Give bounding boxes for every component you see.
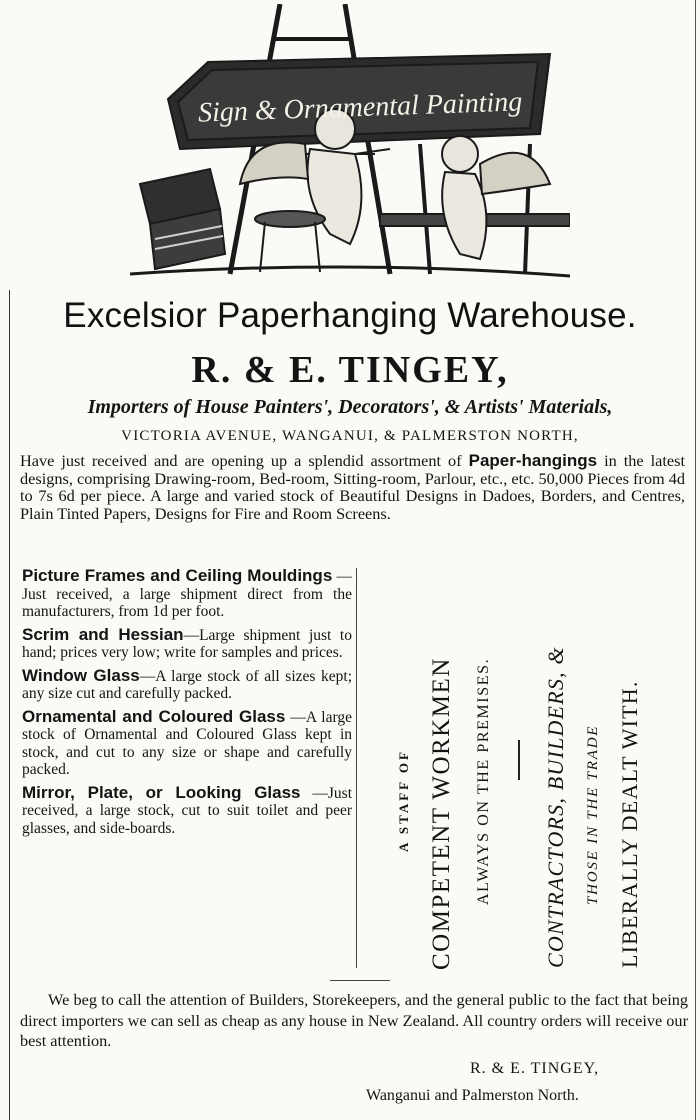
address-line: VICTORIA AVENUE, WANGANUI, & PALMERSTON NORTH, [121,428,579,444]
list-item [22,567,352,621]
importers-line: Importers of House Painters', Decorators', & Artists' Materials, [87,396,613,418]
intro-part-1: Have just received and are opening up a splendid assortment of [20,451,469,470]
closing-paragraph: We beg to call the attention of Builders, Storekeepers, and the general public to the fact that being direct importers we can sell as cheap as any house in New Zealand. All country orders will receive our best attention. [20,990,688,1050]
item-heading: Picture Frames and Ceiling Mouldings [22,566,333,585]
item-text: —Just received, a large stock, cut to suit toilet and peer glasses, and side-boards. [22,784,352,837]
item-text: — Just received, a large shipment direct from the manufacturers, from 1d per foot. [22,568,353,620]
list-item [22,784,352,838]
product-list [22,567,352,842]
right-border-rule [695,0,696,1120]
vertical-trade: THOSE IN THE TRADE [585,724,601,905]
vertical-premises: ALWAYS ON THE PREMISES. [475,657,492,905]
list-item [22,708,352,779]
item-text: —A large stock of all sizes kept; any size cut and carefully packed. [22,667,352,702]
intro-part-2: in the latest designs, comprising Drawing-room, Bed-room, Sitting-room, Parlour, etc., etc. 50,000 Pieces from 4d to 7s 6d per piece. A large and varied stock of Beautiful Designs in Dadoes, Borders, and Centres, Plain Tinted Papers, Designs for Fire and Room Screens. [20,451,686,523]
item-heading: Window Glass [22,665,140,685]
sign-lettering: Sign & Ornamental Painting [197,86,523,129]
item-heading: Scrim and Hessian [22,624,184,644]
firm-name: R. & E. TINGEY, [191,349,509,391]
item-text: —A large stock of Ornamental and Coloured Glass kept in stock, and cut to any size or shape and carefully packed. [22,708,352,778]
vertical-competent-workmen: COMPETENT WORKMEN [428,657,455,970]
list-item [22,626,352,662]
item-text: —Large shipment just to hand; prices very low; write for samples and prices. [22,626,352,661]
section-rule [330,980,390,981]
item-heading: Ornamental and Coloured Glass [22,706,286,726]
headline: Excelsior Paperhanging Warehouse. [63,296,637,335]
intro-paragraph [20,452,685,522]
cherubs-painting-illustration [130,4,570,284]
intro-paperhangings: Paper-hangings [468,451,598,470]
vertical-dash [518,740,520,780]
list-item [22,667,352,703]
vertical-staff-label: A STAFF OF [396,749,411,852]
signature-places: Wanganui and Palmerston North. [366,1087,579,1104]
item-heading: Mirror, Plate, or Looking Glass [22,782,301,802]
column-divider [356,568,357,968]
vertical-contractors: CONTRACTORS, BUILDERS, & [543,646,568,968]
signature-name: R. & E. TINGEY, [470,1060,600,1077]
vertical-liberally: LIBERALLY DEALT WITH. [617,680,642,968]
